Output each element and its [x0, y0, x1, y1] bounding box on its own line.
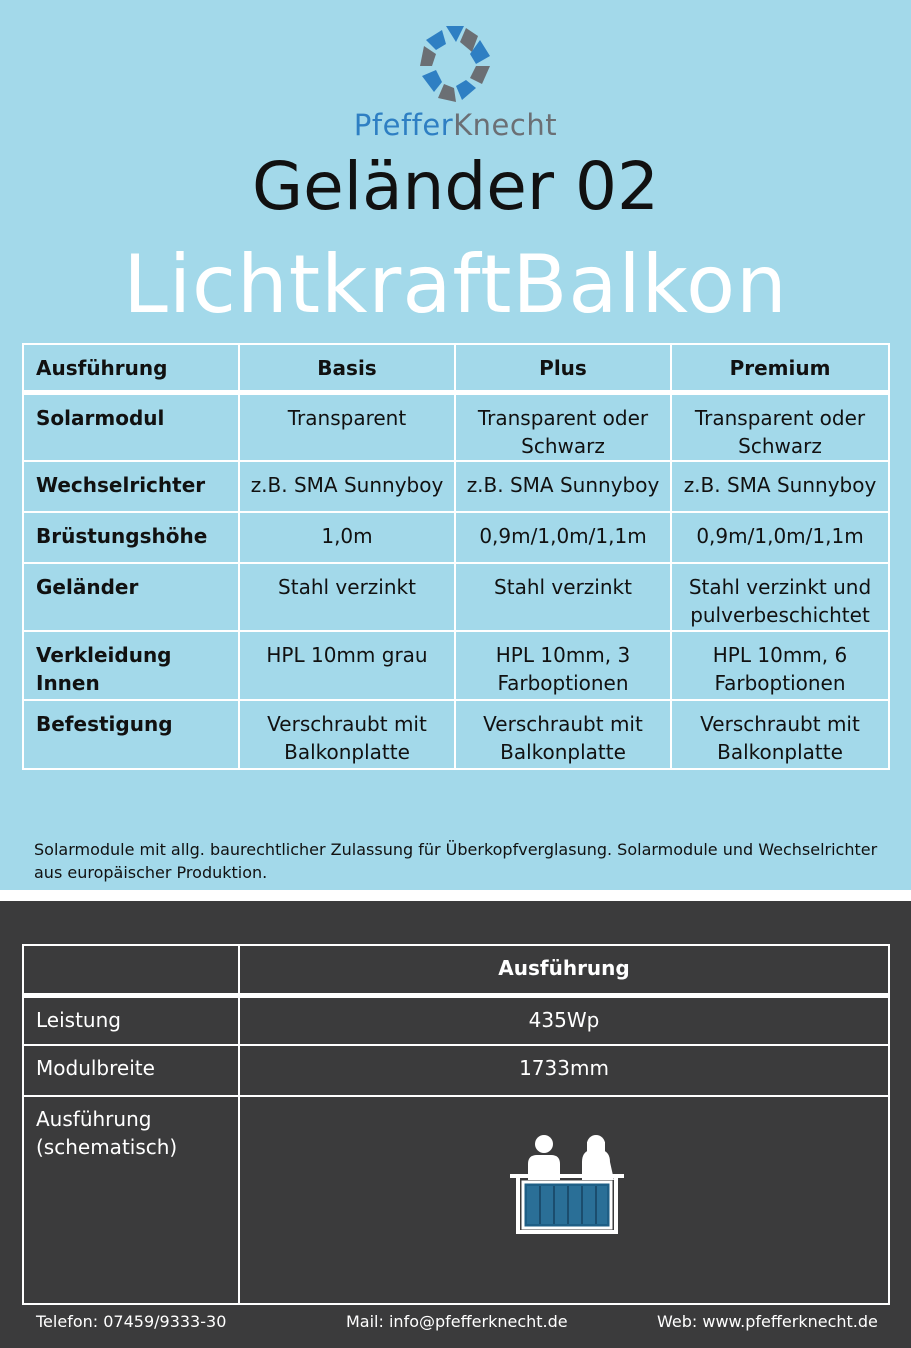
cell-basis: Stahl verzinkt: [239, 563, 455, 631]
table-row: [23, 461, 889, 512]
balcony-schematic-icon: [510, 1134, 624, 1236]
header-basis: Basis: [239, 344, 455, 392]
cell-plus: HPL 10mm, 3 Farboptionen: [455, 631, 671, 700]
footer-mail[interactable]: Mail: info@pfefferknecht.de: [346, 1312, 568, 1331]
row-label: Geländer: [23, 563, 239, 631]
table-row: [23, 1045, 889, 1096]
specs-header-empty: [23, 945, 239, 995]
footer: [0, 1312, 911, 1336]
divider: [0, 890, 911, 901]
row-label: Befestigung: [23, 700, 239, 769]
header-ausfuehrung: Ausführung: [23, 344, 239, 392]
cell-premium: Verschraubt mit Balkonplatte: [671, 700, 889, 769]
row-label: Wechselrichter: [23, 461, 239, 512]
cell-premium: Transparent oder Schwarz: [671, 392, 889, 461]
row-label: Leistung: [23, 995, 239, 1045]
cell-plus: z.B. SMA Sunnyboy: [455, 461, 671, 512]
brand-name: PfefferKnecht: [353, 108, 558, 142]
table-row: [23, 631, 889, 700]
table-row: [23, 995, 889, 1045]
cell-premium: Stahl verzinkt und pulverbeschichtet: [671, 563, 889, 631]
cell-basis: z.B. SMA Sunnyboy: [239, 461, 455, 512]
header-premium: Premium: [671, 344, 889, 392]
table-header-row: [23, 344, 889, 392]
header-plus: Plus: [455, 344, 671, 392]
table-row: [23, 563, 889, 631]
specs-table: [22, 944, 890, 1305]
specs-header: Ausführung: [239, 945, 889, 995]
cell-premium: z.B. SMA Sunnyboy: [671, 461, 889, 512]
cell-plus: Stahl verzinkt: [455, 563, 671, 631]
table-row: [23, 392, 889, 461]
cell-basis: 1,0m: [239, 512, 455, 563]
row-label: Verkleidung Innen: [23, 631, 239, 700]
cell-basis: Transparent: [239, 392, 455, 461]
row-label: Modulbreite: [23, 1045, 239, 1096]
page-title: Geländer 02: [252, 148, 659, 225]
row-label: Brüstungshöhe: [23, 512, 239, 563]
cell-basis: Verschraubt mit Balkonplatte: [239, 700, 455, 769]
cell-basis: HPL 10mm grau: [239, 631, 455, 700]
row-label: Solarmodul: [23, 392, 239, 461]
comparison-table: [22, 343, 890, 770]
cell-plus: Verschraubt mit Balkonplatte: [455, 700, 671, 769]
cell-value: 435Wp: [239, 995, 889, 1045]
cell-premium: 0,9m/1,0m/1,1m: [671, 512, 889, 563]
page-subtitle: LichtkraftBalkon: [123, 238, 788, 331]
specs-header-row: [23, 945, 889, 995]
table-row: [23, 700, 889, 769]
cell-plus: 0,9m/1,0m/1,1m: [455, 512, 671, 563]
footer-phone: Telefon: 07459/9333-30: [36, 1312, 227, 1331]
footer-web[interactable]: Web: www.pfefferknecht.de: [657, 1312, 878, 1331]
table-row: [23, 512, 889, 563]
pfefferknecht-logo-icon: [416, 22, 496, 108]
cell-premium: HPL 10mm, 6 Farboptionen: [671, 631, 889, 700]
table-row: [23, 1096, 889, 1304]
footnote: Solarmodule mit allg. baurechtlicher Zulassung für Überkopfverglasung. Solarmodule und Wechselrichter aus europäischer Produktion.: [34, 840, 878, 882]
row-label: Ausführung (schematisch): [23, 1096, 239, 1304]
cell-value: 1733mm: [239, 1045, 889, 1096]
cell-plus: Transparent oder Schwarz: [455, 392, 671, 461]
